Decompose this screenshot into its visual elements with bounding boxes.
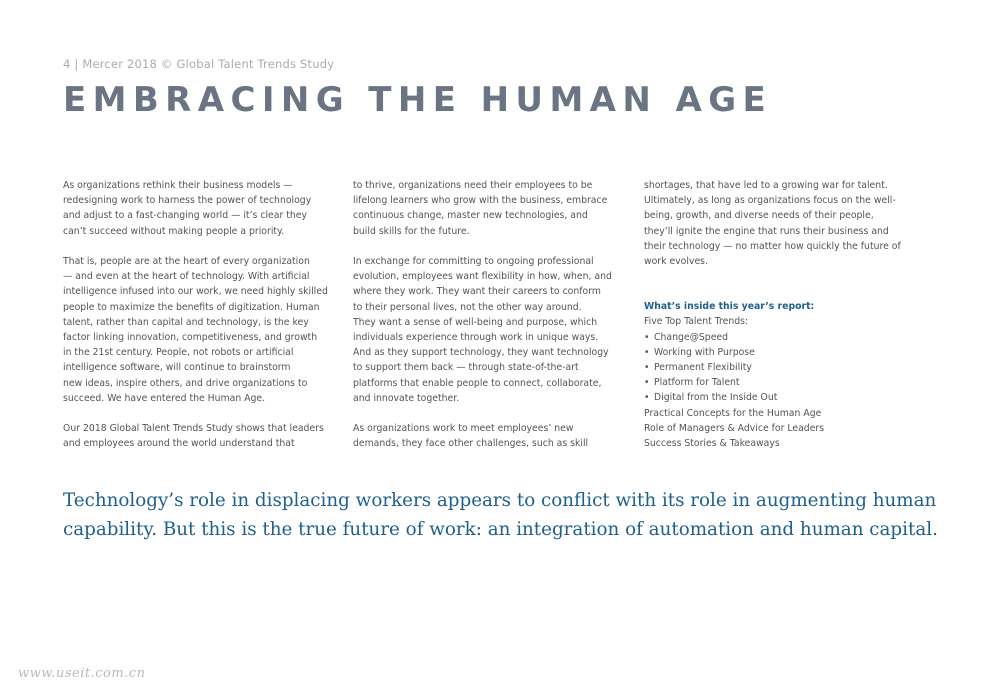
text-line: evolution, employees want flexibility in how, when, and [353,271,612,283]
text-line: redesigning work to harness the power of technology [63,195,312,207]
bullet-icon: • [644,331,650,343]
text-line: to their personal lives, not the other way around. [353,301,582,313]
text-line: — and even at the heart of technology. With artificial [63,271,310,283]
page-header [63,57,334,71]
text-line: can’t succeed without making people a priority. [63,225,285,237]
bullet-icon: • [644,392,650,404]
text-line: they’ll ignite the engine that runs their business and [644,225,889,237]
text-column-1 [63,178,345,452]
text-line: being, growth, and diverse needs of their people, [644,210,874,222]
text-line: intelligence infused into our work, we need highly skilled [63,286,328,298]
bullet-icon: • [644,362,650,374]
text-line: And as they support technology, they want technology [353,347,609,359]
paragraph [353,178,635,239]
text-line: demands, they face other challenges, such as skill [353,438,589,450]
quote-line: Technology’s role in displacing workers appears to conflict with its role in augmenting human [63,490,937,511]
text-line: lifelong learners who grow with the business, embrace [353,195,608,207]
text-line: people to maximize the benefits of digitization. Human [63,301,320,313]
list-item [644,375,926,390]
trend-label: Platform for Talent [654,377,740,389]
trends-intro: Five Top Talent Trends: [644,316,749,328]
text-line: As organizations work to meet employees’ new [353,423,574,435]
trend-label: Working with Purpose [654,346,755,358]
paragraph [63,254,345,406]
text-line: work evolves. [644,256,708,268]
text-line: and adjust to a fast-changing world — it’s clear they [63,210,307,222]
quote-line: capability. But this is the true future of work: an integration of automation and human capital. [63,519,938,540]
paragraph [644,178,926,269]
paragraph [353,421,635,451]
page-title: EMBRACING THE HUMAN AGE [63,80,773,120]
paragraph [63,421,345,451]
text-line: and innovate together. [353,392,460,404]
trends-list [644,330,926,406]
text-line: That is, people are at the heart of every organization [63,256,310,267]
list-item [644,345,926,360]
header-source: Mercer 2018 © Global Talent Trends Study [82,57,335,71]
report-section: Role of Managers & Advice for Leaders [644,422,825,434]
text-line: succeed. We have entered the Human Age. [63,392,266,404]
text-line: Our 2018 Global Talent Trends Study shows that leaders [63,423,324,435]
pull-quote [63,486,943,544]
text-line: individuals experience through work in unique ways. [353,332,599,344]
list-item [644,390,926,405]
text-column-3 [644,178,926,451]
text-line: Ultimately, as long as organizations focus on the well- [644,195,896,207]
report-section: Practical Concepts for the Human Age [644,407,822,419]
text-line: continuous change, master new technologies, and [353,210,588,222]
text-line: factor linking innovation, competitiveness, and growth [63,332,318,344]
watermark: www.useit.com.cn [18,666,146,681]
text-line: in the 21st century. People, not robots or artificial [63,347,294,359]
list-item [644,360,926,375]
bullet-icon: • [644,377,650,389]
bullet-icon: • [644,346,650,358]
report-section: Success Stories & Takeaways [644,438,780,450]
paragraph [353,254,635,406]
text-line: where they work. They want their careers to conform [353,286,601,298]
text-line: As organizations rethink their business models — [63,180,293,191]
text-line: In exchange for committing to ongoing professional [353,256,594,267]
text-line: platforms that enable people to connect, collaborate, [353,377,602,389]
text-line: and employees around the world understand that [63,438,295,450]
text-line: shortages, that have led to a growing war for talent. [644,180,888,191]
text-column-2 [353,178,635,452]
paragraph [63,178,345,239]
report-contents-heading: What’s inside this year’s report: [644,301,815,313]
text-line: intelligence software, will continue to brainstorm [63,362,291,374]
trend-label: Change@Speed [654,331,729,343]
trend-label: Digital from the Inside Out [654,392,778,404]
page-number: 4 [63,57,71,71]
trend-label: Permanent Flexibility [654,362,752,374]
text-line: to support them back — through state-of-the-art [353,362,579,374]
list-item [644,330,926,345]
text-line: to thrive, organizations need their employees to be [353,180,593,191]
text-line: new ideas, inspire others, and drive organizations to [63,377,308,389]
text-line: their technology — no matter how quickly the future of [644,240,901,252]
header-separator: | [74,57,79,71]
text-line: They want a sense of well-being and purpose, which [353,316,598,328]
text-line: build skills for the future. [353,225,470,237]
text-line: talent, rather than capital and technology, is the key [63,316,309,328]
